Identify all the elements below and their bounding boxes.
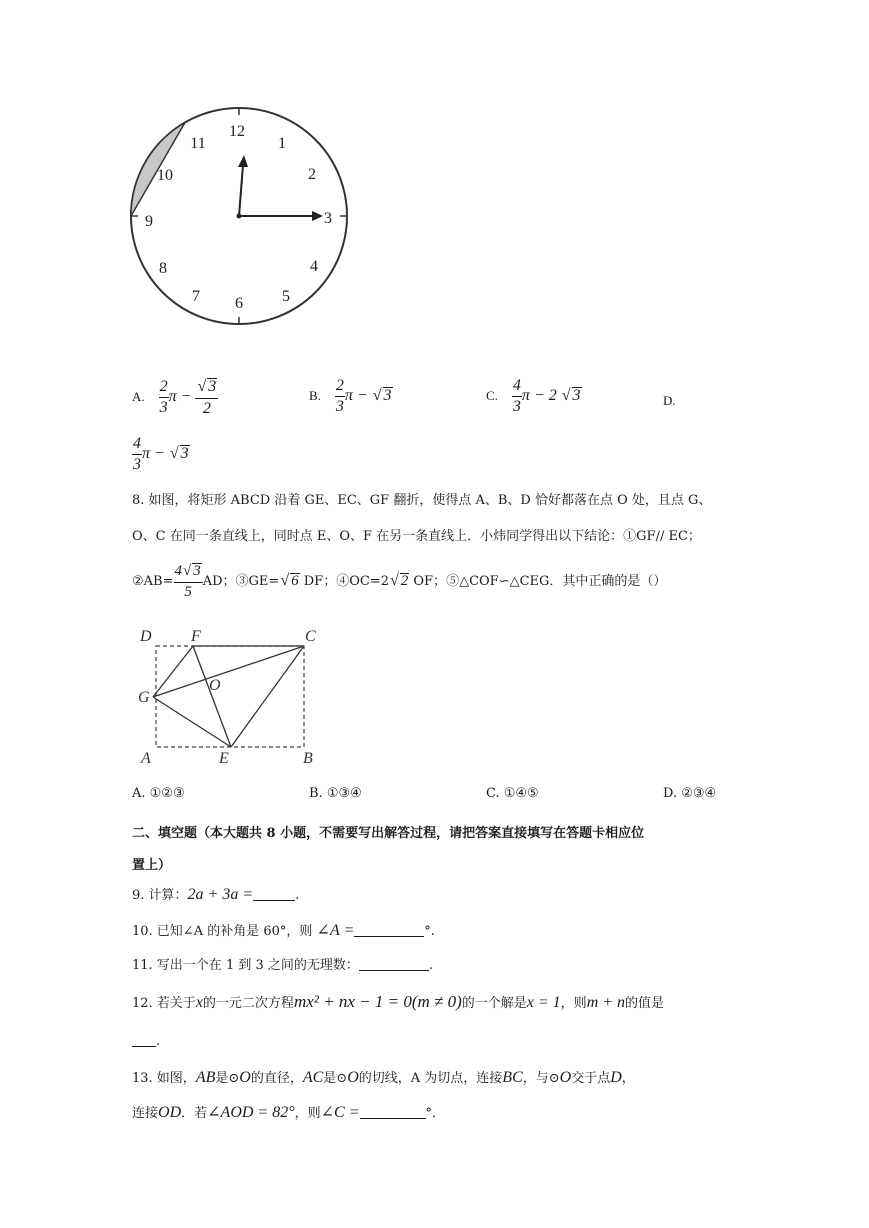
- clock-figure: [128, 105, 354, 331]
- q7-option-b: B. $\frac{2}{3}$ π − √ 3: [309, 377, 392, 415]
- section-2-heading-line-1: 二、填空题（本大题共 8 小题，不需要写出解答过程，请把答案直接填写在答题卡相应位: [132, 826, 645, 841]
- label-o: O: [209, 677, 221, 694]
- clock-number-9: 9: [145, 213, 153, 230]
- clock-number-7: 7: [192, 288, 200, 305]
- q12-blank: [132, 1034, 156, 1047]
- q10: 10. 已知∠A 的补角是 60°，则 ∠A = °.: [132, 922, 435, 939]
- rectangle-abcd: [156, 646, 304, 747]
- q8-option-b: B. ①③④: [309, 786, 362, 801]
- clock-number-10: 10: [157, 167, 173, 184]
- q8-option-a: A. ①②③: [132, 786, 185, 801]
- q8-line-1: 8. 如图，将矩形 ABCD 沿着 GE、EC、GF 翻折，使得点 A、B、D 恰好都落在点 O 处，且点 G、: [132, 493, 712, 508]
- q8-line-2: O、C 在同一条直线上，同时点 E、O、F 在另一条直线上．小炜同学得出以下结论：①GF// EC；: [132, 529, 701, 544]
- segment-fe: [193, 646, 231, 747]
- hour-hand: [239, 165, 243, 216]
- minute-hand-arrow: [312, 211, 323, 221]
- q9-blank: [253, 888, 295, 901]
- clock-number-11: 11: [190, 135, 206, 152]
- q13-line-2: 连接OD．若∠AOD = 82°，则∠C = °．: [132, 1104, 446, 1121]
- clock-number-12: 12: [229, 123, 245, 140]
- clock-number-3: 3: [324, 210, 332, 227]
- label-e: E: [219, 750, 229, 767]
- q12: 12. 若关于x的一元二次方程mx² + nx − 1 = 0(m ≠ 0)的一个解是x = 1，则m + n的值是: [132, 992, 665, 1011]
- label-a: A: [141, 750, 151, 767]
- q7-option-d-label: D.: [663, 393, 676, 408]
- q11-blank: [359, 958, 429, 971]
- q8-line-3: ②AB= $\frac{4√ 3}{5}$ AD；③GE=√ 6 DF；④OC=2√ 2 OF；⑤△COF∽△CEG．其中正确的是（）: [132, 563, 667, 600]
- clock-center: [237, 214, 242, 219]
- clock-number-2: 2: [308, 166, 316, 183]
- q10-blank: [354, 924, 424, 937]
- label-f: F: [191, 628, 201, 645]
- section-2-heading-line-2: 置上）: [132, 858, 172, 873]
- clock-number-4: 4: [310, 258, 318, 275]
- segment-ec: [231, 646, 304, 747]
- q7-option-a: A. $\frac{2}{3}$ π − $\frac{√ 3}{2}$: [132, 377, 217, 417]
- hour-hand-arrow: [238, 155, 248, 167]
- label-g: G: [138, 689, 150, 706]
- q13: 13. 如图，AB是⊙O的直径，AC是⊙O的切线，A 为切点，连接BC，与⊙O交于点D，: [132, 1069, 635, 1086]
- q8-option-c: C. ①④⑤: [486, 786, 539, 801]
- q8-option-d: D. ②③④: [663, 786, 717, 801]
- q7-option-c: C. $\frac{4}{3}$ π − 2 √ 3: [486, 377, 581, 415]
- q7-option-d: $\frac{4}{3}$ π − √ 3: [133, 435, 189, 473]
- q13-blank: [360, 1106, 426, 1119]
- segment-gc: [153, 646, 304, 697]
- label-d: D: [140, 628, 152, 645]
- clock-number-1: 1: [278, 135, 286, 152]
- segment-gf: [153, 646, 193, 697]
- rectangle-figure: [135, 625, 335, 770]
- q9: 9. 计算：2a + 3a = .: [132, 886, 300, 903]
- clock-number-5: 5: [282, 288, 290, 305]
- label-b: B: [303, 750, 313, 767]
- clock-number-8: 8: [159, 260, 167, 277]
- segment-ge: [153, 697, 231, 747]
- clock-number-6: 6: [235, 295, 243, 312]
- label-c: C: [305, 628, 316, 645]
- q12-line-2: .: [132, 1034, 160, 1049]
- q11: 11. 写出一个在 1 到 3 之间的无理数： .: [132, 958, 434, 973]
